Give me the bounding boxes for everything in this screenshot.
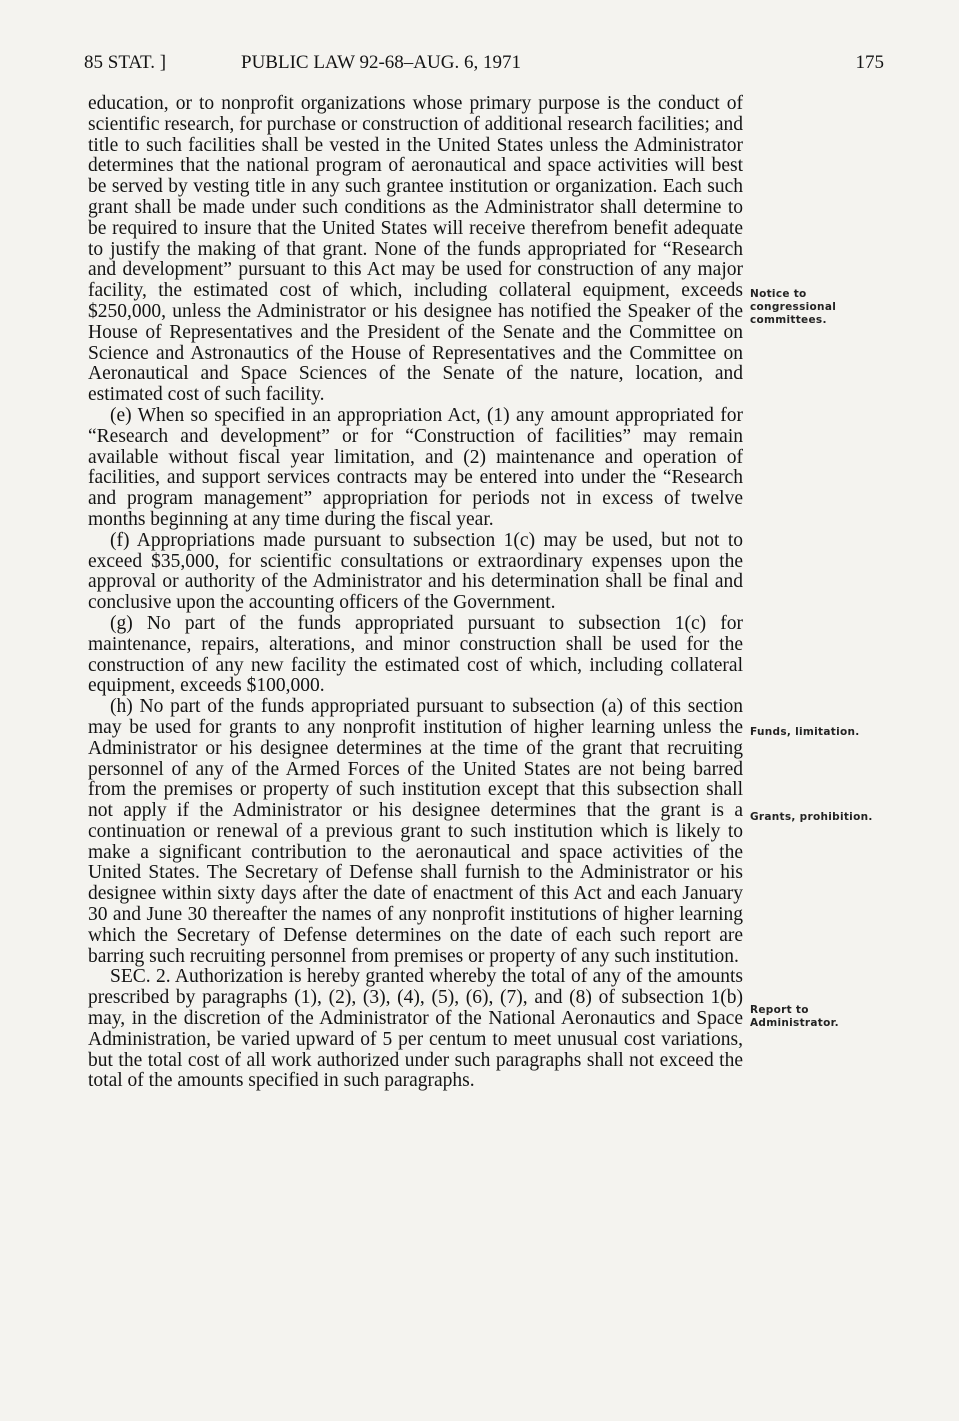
margin-note-report: Report to Administrator. bbox=[750, 1004, 839, 1029]
section-2-text: 2. Authorization is hereby granted whereby the total of any of the amounts prescribed by paragraphs (1), (2), (3), (4), (5), (6), (7), and (8) of subsection 1(b) may, in the discretion of the Administrator of the National Aeronautics and Space Administration, be varied upward of 5 per centum to meet unusual cost variations, but the total cost of all work authorized under such paragraphs shall not exceed the total of the amounts specified in such paragraphs. bbox=[88, 966, 743, 1092]
margin-note-notice: Notice to congressional committees. bbox=[750, 288, 837, 326]
statute-reference: 85 STAT. ] bbox=[84, 52, 167, 73]
paragraph-f: (f) Appropriations made pursuant to subsection 1(c) may be used, but not to exceed $35,000, for scientific consultations or extraordinary expenses upon the approval or authority of the Administrator and his determination shall be final and conclusive upon the accounting officers of the Government. bbox=[88, 529, 743, 614]
page-number: 175 bbox=[855, 52, 884, 73]
margin-note-funds: Funds, limitation. bbox=[750, 726, 860, 738]
main-text bbox=[88, 94, 743, 1092]
page-header bbox=[84, 52, 884, 82]
paragraph-e: (e) When so specified in an appropriation Act, (1) any amount appropriated for “Research and development” or for “Construction of facilities” may remain available without fiscal year limitation, and (2) maintenance and operation of facilities, and support services contracts may be entered into under the “Research and program management” appropriation for periods not in excess of twelve months beginning at any time during the fiscal year. bbox=[88, 404, 743, 530]
public-law-title: PUBLIC LAW 92-68–AUG. 6, 1971 bbox=[241, 52, 521, 73]
section-label: SEC. bbox=[110, 966, 151, 988]
paragraph-continuation: education, or to nonprofit organizations whose primary purpose is the conduct of scientific research, for purchase or construction of additional research facilities; and title to such facilities shall be vested in the United States unless the Administrator determines that the national program of aeronautical and space activities will best be served by vesting title in any such grantee institution or organization. Each such grant shall be made under such conditions as the Administrator shall determine to be required to insure that the United States will receive therefrom benefit adequate to justify the making of that grant. None of the funds appropriated for “Research and development” pursuant to this Act may be used for construction of any major facility, the estimated cost of which, including collateral equipment, exceeds $250,000, unless the Administrator or his designee has notified the Speaker of the House of Representatives and the President of the Senate and the Committee on Science and Astronautics of the House of Representatives and the Committee on Aeronautical and Space Sciences of the Senate of the nature, location, and estimated cost of such facility. bbox=[88, 93, 743, 406]
section-2 bbox=[88, 967, 743, 1092]
margin-note-grants: Grants, prohibition. bbox=[750, 811, 873, 823]
paragraph-g: (g) No part of the funds appropriated pursuant to subsection 1(c) for maintenance, repairs, alterations, and minor construction shall be used for the construction of any new facility the estimated cost of which, including collateral equipment, exceeds $100,000. bbox=[88, 612, 743, 697]
paragraph-h: (h) No part of the funds appropriated pursuant to subsection (a) of this section may be used for grants to any nonprofit institution of higher learning unless the Administrator or his designee determines at the time of the grant that recruiting personnel of any of the Armed Forces of the United States are not being barred from the premises or property of such institution except that this subsection shall not apply if the Administrator or his designee determines that the grant is a continuation or renewal of a previous grant to such institution which is likely to make a significant contribution to the aeronautical and space activities of the United States. The Secretary of Defense shall furnish to the Administrator or his designee within sixty days after the date of enactment of this Act and each January 30 and June 30 thereafter the names of any nonprofit institutions of higher learning which the Secretary of Defense determines on the date of each such report are barring such recruiting personnel from premises or property of any such institution. bbox=[88, 696, 743, 967]
